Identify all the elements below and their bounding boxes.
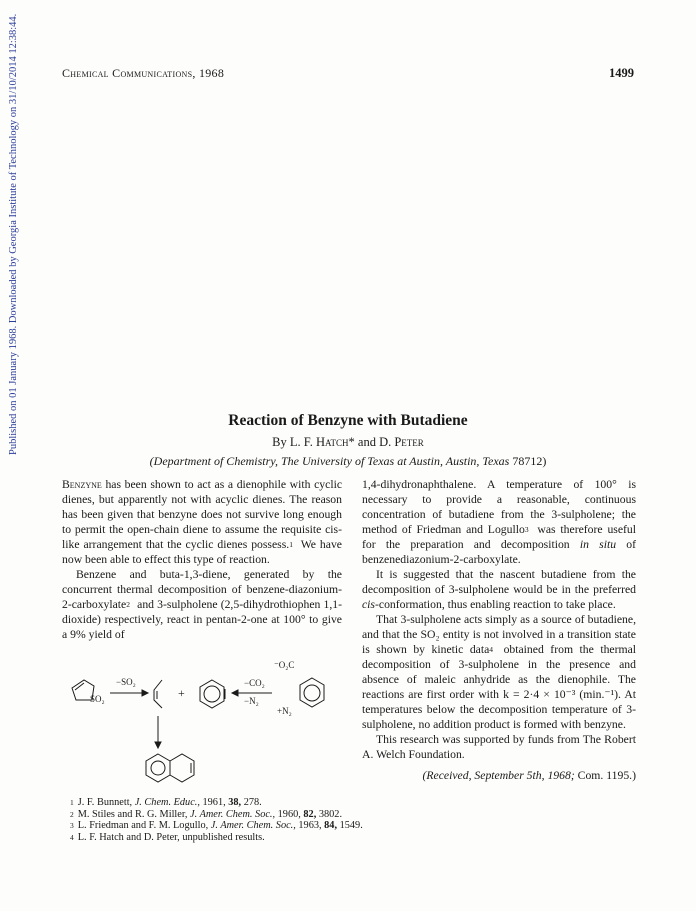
and-word: and bbox=[357, 435, 376, 449]
ref-journal: J. Amer. Chem. Soc., bbox=[190, 808, 276, 820]
reaction-scheme bbox=[62, 650, 342, 790]
plus-sign: + bbox=[178, 686, 185, 700]
page-number: 1499 bbox=[609, 66, 634, 80]
paragraph-text: 1,4-dihydronaphthalene. A temperature of 100° is necessary to provide a reasonable, continuous concentration of butadiene from the 3-sulpholene; the method of Friedman and Logullo bbox=[362, 478, 636, 536]
paragraph-text: -conformation, thus enabling reaction to take place. bbox=[374, 598, 616, 611]
so2-label: SO₂ bbox=[90, 694, 105, 704]
ref-page: 3802. bbox=[318, 808, 343, 820]
paragraph bbox=[62, 477, 342, 567]
reference-item bbox=[70, 797, 630, 809]
paragraph-text: was therefore useful for the preparation and decomposition bbox=[362, 523, 637, 551]
paragraph bbox=[362, 477, 636, 567]
by-word: By bbox=[272, 435, 287, 449]
paragraph-text: Benzene and buta-1,3-diene, generated by the concurrent thermal decomposition of benzene-diazonium-2-carboxylate bbox=[62, 568, 342, 611]
minus-co2-label: −CO₂ bbox=[244, 678, 265, 688]
ref-journal: J. Amer. Chem. Soc., bbox=[210, 820, 296, 831]
ref-journal: J. Chem. Educ., bbox=[134, 797, 200, 808]
ref-num: 3 bbox=[70, 821, 74, 830]
ref-volume: 82, bbox=[303, 808, 317, 820]
ref-authors: M. Stiles and R. G. Miller, bbox=[77, 808, 188, 820]
ref-authors: L. F. Hatch and D. Peter, unpublished results. bbox=[77, 831, 265, 843]
ref-num: 1 bbox=[70, 798, 74, 807]
arrow-down bbox=[155, 716, 161, 748]
italic-term: cis bbox=[362, 598, 375, 611]
butadiene-structure bbox=[154, 680, 162, 708]
minus-so2-label: −SO₂ bbox=[116, 677, 136, 687]
received-date: (Received, September 5th, 1968; bbox=[422, 769, 575, 782]
corresponding-mark: * bbox=[348, 435, 355, 449]
ref-marker: 2 bbox=[126, 600, 130, 609]
lead-word: Benzyne bbox=[62, 478, 102, 491]
ref-marker: 3 bbox=[524, 525, 529, 534]
minus-n2-label: −N₂ bbox=[244, 696, 259, 706]
running-header-journal: Chemical Communications, 1968 bbox=[62, 66, 225, 80]
affiliation-zip: 78712) bbox=[512, 454, 547, 468]
affiliation-text: (Department of Chemistry, The University of Texas at Austin, Austin, Texas bbox=[149, 454, 510, 468]
body-column-left bbox=[62, 477, 342, 642]
reference-item bbox=[70, 809, 630, 821]
italic-term: in situ bbox=[579, 538, 617, 551]
reference-item bbox=[70, 820, 630, 832]
paragraph: This research was supported by funds from The Robert A. Welch Foundation. bbox=[362, 733, 636, 761]
affiliation bbox=[0, 454, 696, 469]
paragraph-text: That 3-sulpholene acts simply as a source of butadiene, and that the SO₂ entity is not involved in a transition state is shown by kinetic data bbox=[362, 613, 636, 656]
paragraph-text: It is suggested that the nascent butadiene from the decomposition of 3-sulpholene would be in the preferred bbox=[362, 568, 636, 596]
body-column-right bbox=[362, 477, 636, 783]
publication-sidebar-note: Published on 01 January 1968. Downloaded by Georgia Institute of Technology on 31/10/2014 12:38:44. bbox=[8, 13, 19, 455]
arrow-left bbox=[232, 678, 272, 706]
paragraph-text: and 3-sulpholene (2,5-dihydrothiophen 1,1-dioxide) respectively, react in pentan-2-one at 100° to give a 9% yield of bbox=[62, 598, 343, 641]
diazonium-carboxylate-structure bbox=[274, 660, 324, 716]
ref-page: 278. bbox=[243, 797, 262, 808]
article-title: Reaction of Benzyne with Butadiene bbox=[228, 412, 468, 429]
ref-authors: J. F. Bunnett, bbox=[77, 797, 133, 808]
ref-num: 4 bbox=[70, 832, 74, 842]
ref-marker: 1 bbox=[289, 540, 293, 549]
paragraph bbox=[62, 567, 342, 642]
author-name: L. F. Hatch bbox=[289, 435, 349, 449]
rate-constant: k = 2·4 × 10⁻³ (min.⁻¹). bbox=[503, 688, 621, 701]
ref-authors: L. Friedman and F. M. Logullo, bbox=[77, 820, 209, 831]
paragraph-text: has been shown to act as a dienophile with cyclic dienes, but apparently not with acyclic dienes. The reason has been given that benzyne does not survive long enough to permit the open-chain diene to assume the requisite cis-like arrangement that the cyclic dienes possess. bbox=[62, 478, 343, 551]
ref-volume: 84, bbox=[324, 820, 338, 831]
ref-year: 1963, bbox=[298, 820, 322, 831]
paragraph-text: We have now been able to effect this type of reaction. bbox=[62, 538, 342, 566]
paragraph-text: At temperatures below the decomposition temperature of 3-sulpholene, no addition product is formed with benzyne. bbox=[362, 688, 637, 731]
sulpholene-structure bbox=[72, 680, 105, 704]
carboxylate-label: ⁻O₂C bbox=[274, 660, 295, 670]
ref-page: 1549. bbox=[339, 820, 363, 831]
com-number: Com. 1195.) bbox=[577, 769, 636, 782]
paragraph-text: obtained from the thermal decomposition of 3-sulpholene in the presence and absence of maleic anhydride as the dienophile. The reactions are first order with bbox=[362, 643, 637, 701]
ref-num: 2 bbox=[70, 809, 74, 819]
references bbox=[70, 797, 630, 843]
ref-marker: 4 bbox=[489, 645, 494, 654]
benzyne-structure bbox=[200, 680, 225, 708]
diazonium-label: +N₂ bbox=[277, 706, 292, 716]
arrow-right bbox=[110, 677, 148, 696]
author-name: D. Peter bbox=[379, 435, 424, 449]
author-line bbox=[0, 435, 696, 450]
ref-volume: 38, bbox=[228, 797, 242, 808]
paragraph bbox=[362, 612, 636, 732]
ref-year: 1961, bbox=[202, 797, 226, 808]
reference-item bbox=[70, 832, 630, 844]
ref-year: 1960, bbox=[277, 808, 301, 820]
dihydronaphthalene-structure bbox=[146, 754, 194, 782]
paragraph-text: of benzenediazonium-2-carboxylate. bbox=[362, 538, 637, 566]
paragraph bbox=[362, 567, 636, 612]
received-line bbox=[362, 768, 636, 783]
